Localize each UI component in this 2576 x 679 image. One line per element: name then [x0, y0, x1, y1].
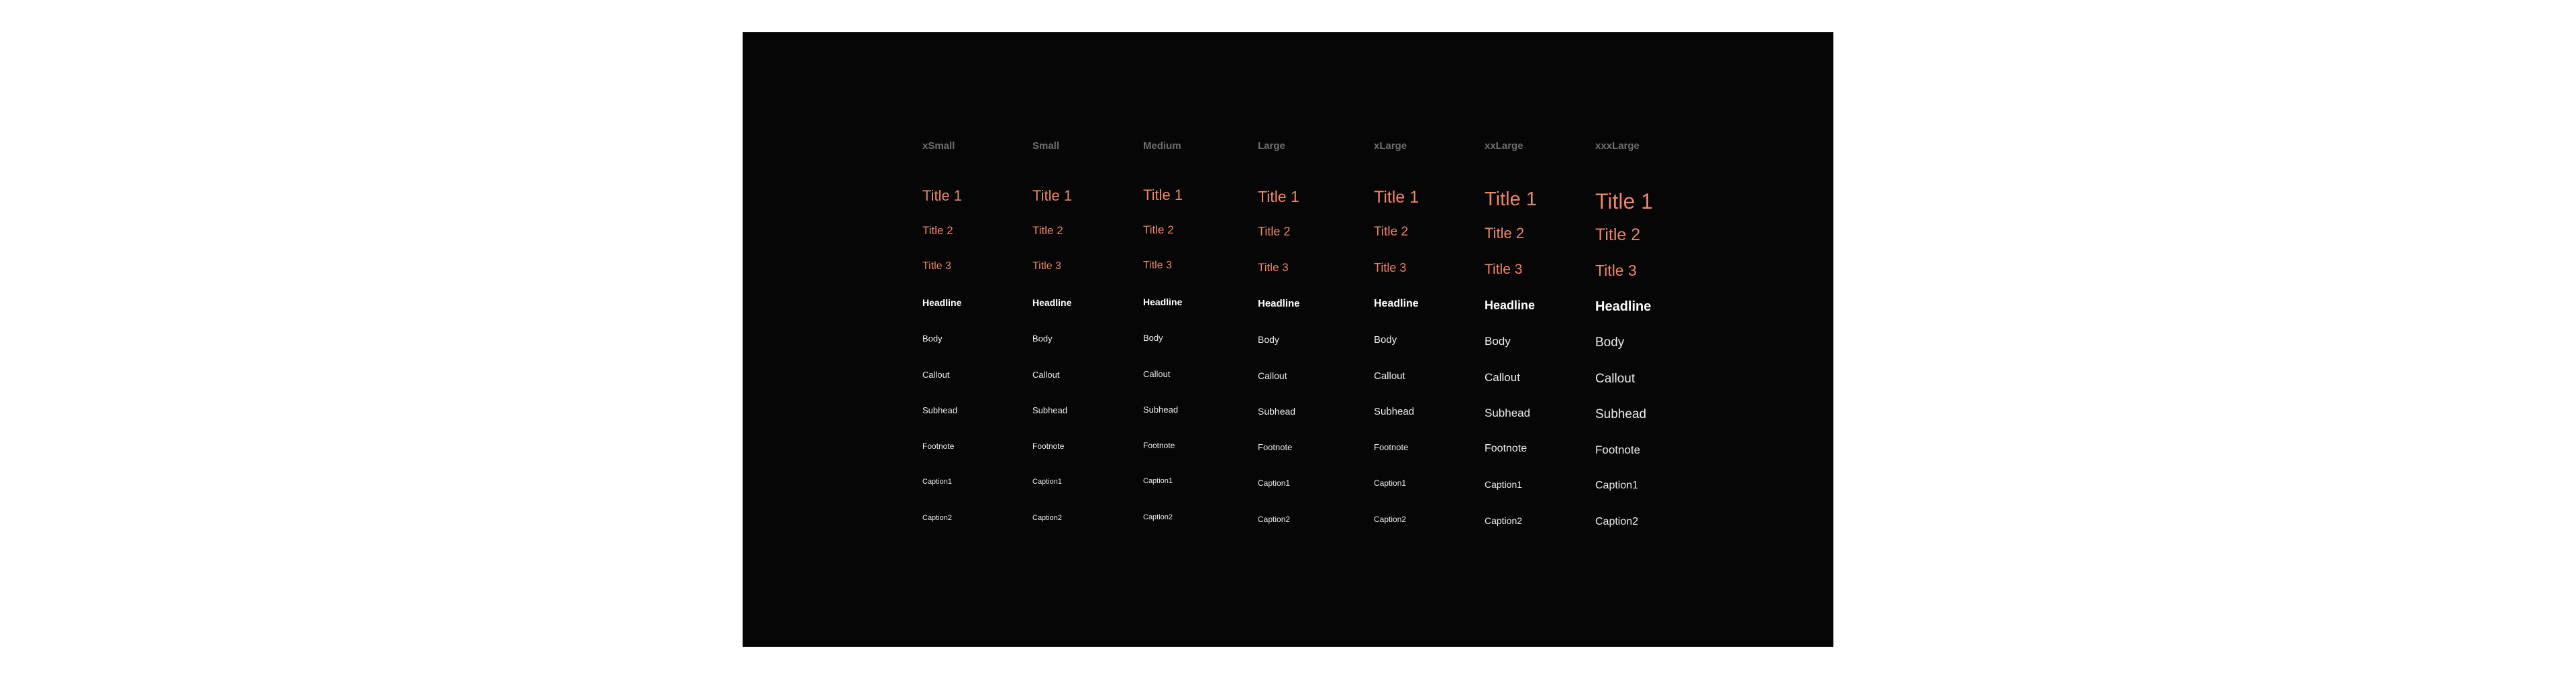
sample-callout-xlarge: Callout — [1374, 370, 1405, 382]
sample-caption1-xlarge: Caption1 — [1374, 478, 1407, 488]
sample-caption1-small: Caption1 — [1032, 478, 1063, 486]
sample-title-1-xxxlarge: Title 1 — [1595, 189, 1653, 213]
sample-body-medium: Body — [1143, 333, 1163, 343]
column-header-large: Large — [1258, 140, 1285, 152]
sample-caption2-large: Caption2 — [1258, 515, 1291, 524]
sample-caption2-medium: Caption2 — [1143, 513, 1173, 521]
sample-footnote-medium: Footnote — [1143, 441, 1175, 450]
sample-callout-small: Callout — [1032, 370, 1060, 380]
sample-headline-xsmall: Headline — [922, 297, 962, 308]
sample-body-small: Body — [1032, 333, 1053, 344]
column-header-xlarge: xLarge — [1374, 140, 1407, 152]
type-scale-panel — [743, 32, 1833, 647]
sample-caption1-large: Caption1 — [1258, 478, 1291, 488]
column-header-medium: Medium — [1143, 140, 1181, 152]
sample-subhead-large: Subhead — [1258, 406, 1296, 417]
column-header-xxlarge: xxLarge — [1485, 140, 1523, 152]
sample-title-2-large: Title 2 — [1258, 225, 1291, 238]
sample-subhead-medium: Subhead — [1143, 405, 1179, 415]
sample-title-3-xxxlarge: Title 3 — [1595, 262, 1637, 279]
sample-footnote-xsmall: Footnote — [922, 441, 955, 451]
sample-title-2-xsmall: Title 2 — [922, 224, 953, 237]
sample-title-1-xsmall: Title 1 — [922, 187, 963, 204]
sample-title-1-xlarge: Title 1 — [1374, 188, 1419, 207]
sample-title-1-large: Title 1 — [1258, 188, 1299, 205]
sample-caption1-xxlarge: Caption1 — [1485, 479, 1523, 490]
sample-footnote-xxlarge: Footnote — [1485, 443, 1527, 454]
column-header-small: Small — [1032, 140, 1060, 152]
sample-title-2-xlarge: Title 2 — [1374, 225, 1409, 239]
sample-caption2-small: Caption2 — [1032, 514, 1063, 522]
sample-caption1-xxxlarge: Caption1 — [1595, 480, 1639, 491]
sample-title-3-xlarge: Title 3 — [1374, 261, 1407, 274]
sample-callout-medium: Callout — [1143, 369, 1171, 379]
sample-title-3-xsmall: Title 3 — [922, 260, 951, 272]
column-header-xsmall: xSmall — [922, 140, 955, 152]
sample-subhead-xsmall: Subhead — [922, 405, 958, 415]
sample-title-3-large: Title 3 — [1258, 261, 1289, 274]
sample-title-1-medium: Title 1 — [1143, 187, 1183, 203]
sample-title-3-small: Title 3 — [1032, 260, 1061, 272]
sample-body-xxlarge: Body — [1485, 335, 1511, 348]
sample-headline-xlarge: Headline — [1374, 298, 1419, 309]
sample-caption2-xxxlarge: Caption2 — [1595, 516, 1639, 527]
sample-body-xxxlarge: Body — [1595, 335, 1625, 350]
sample-caption2-xxlarge: Caption2 — [1485, 515, 1523, 526]
sample-body-xlarge: Body — [1374, 334, 1397, 346]
sample-callout-xsmall: Callout — [922, 370, 950, 380]
sample-title-2-medium: Title 2 — [1143, 223, 1174, 236]
sample-caption2-xlarge: Caption2 — [1374, 515, 1407, 524]
sample-footnote-large: Footnote — [1258, 442, 1293, 452]
column-header-xxxlarge: xxxLarge — [1595, 140, 1640, 152]
sample-caption1-medium: Caption1 — [1143, 477, 1173, 485]
sample-footnote-xlarge: Footnote — [1374, 442, 1409, 452]
sample-headline-xxxlarge: Headline — [1595, 299, 1652, 314]
sample-subhead-xxlarge: Subhead — [1485, 407, 1531, 419]
sample-caption1-xsmall: Caption1 — [922, 478, 953, 486]
sample-title-3-medium: Title 3 — [1143, 260, 1172, 271]
sample-headline-large: Headline — [1258, 298, 1300, 309]
sample-callout-large: Callout — [1258, 370, 1287, 381]
sample-headline-medium: Headline — [1143, 297, 1183, 307]
sample-callout-xxlarge: Callout — [1485, 371, 1520, 384]
sample-title-2-xxlarge: Title 2 — [1485, 225, 1525, 242]
sample-body-xsmall: Body — [922, 333, 943, 344]
sample-title-1-xxlarge: Title 1 — [1485, 189, 1537, 210]
sample-footnote-small: Footnote — [1032, 441, 1065, 451]
sample-subhead-xxxlarge: Subhead — [1595, 407, 1647, 421]
sample-headline-xxlarge: Headline — [1485, 299, 1536, 312]
sample-title-1-small: Title 1 — [1032, 187, 1073, 204]
sample-callout-xxxlarge: Callout — [1595, 372, 1635, 386]
sample-caption2-xsmall: Caption2 — [922, 514, 953, 522]
sample-title-2-small: Title 2 — [1032, 224, 1063, 237]
sample-title-3-xxlarge: Title 3 — [1485, 262, 1523, 277]
sample-headline-small: Headline — [1032, 297, 1072, 308]
sample-subhead-xlarge: Subhead — [1374, 406, 1415, 417]
sample-title-2-xxxlarge: Title 2 — [1595, 225, 1641, 244]
sample-footnote-xxxlarge: Footnote — [1595, 443, 1641, 456]
sample-subhead-small: Subhead — [1032, 405, 1068, 415]
sample-body-large: Body — [1258, 334, 1279, 345]
